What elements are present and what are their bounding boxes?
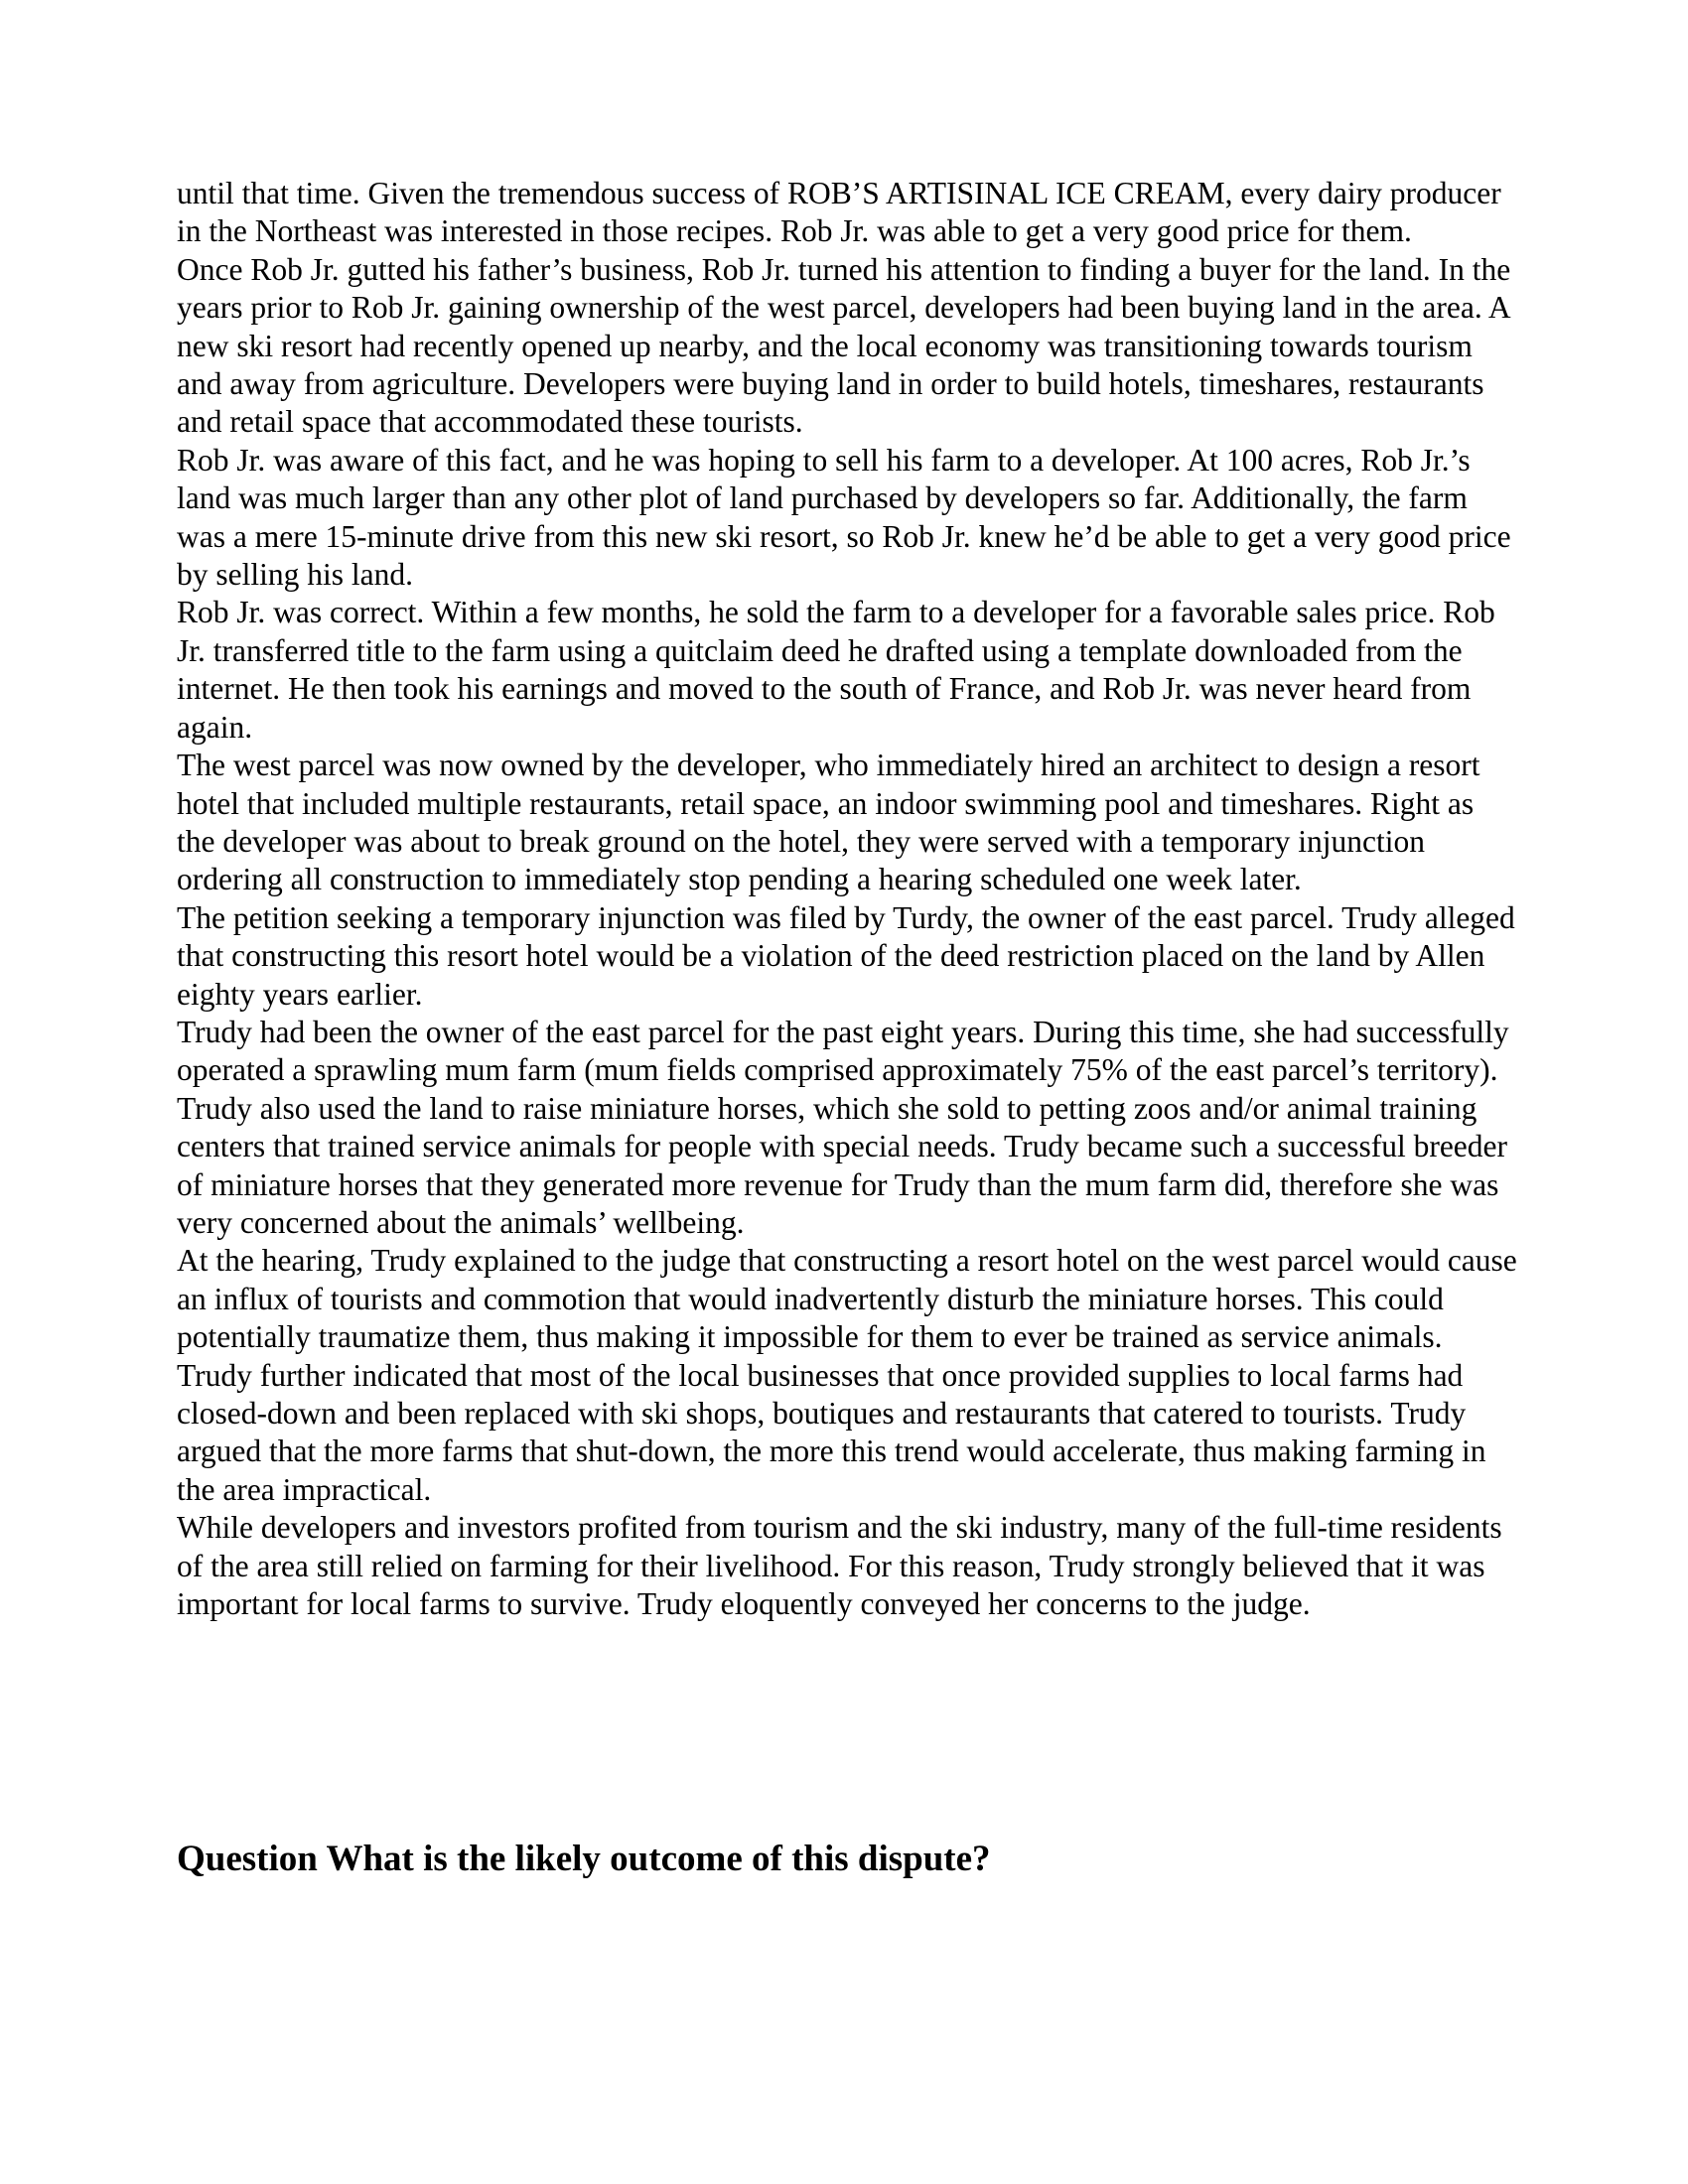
paragraph: The west parcel was now owned by the developer, who immediately hired an architect to design a resort hotel that included multiple restaurants, retail space, an indoor swimming pool and timeshares. Right as the developer was about to break ground on the hotel, they were served with a temporary injunction ordering all construction to immediately stop pending a hearing scheduled one week later.: [177, 748, 1480, 897]
body-text: [177, 175, 1517, 1623]
paragraph: Trudy further indicated that most of the local businesses that once provided supplies to local farms had closed-down and been replaced with ski shops, boutiques and restaurants that catered to tourists. Trudy argued that the more farms that shut-down, the more this trend would accelerate, thus making farming in the area impractical.: [177, 1357, 1486, 1507]
paragraph: Once Rob Jr. gutted his father’s business, Rob Jr. turned his attention to finding a buyer for the land. In the years prior to Rob Jr. gaining ownership of the west parcel, developers had been buying land in the area. A new ski resort had recently opened up nearby, and the local economy was transitioning towards tourism and away from agriculture. Developers were buying land in order to build hotels, timeshares, restaurants and retail space that accommodated these tourists.: [177, 251, 1511, 440]
paragraph: While developers and investors profited from tourism and the ski industry, many of the full-time residents of the area still relied on farming for their livelihood. For this reason, Trudy strongly believed that it was important for local farms to survive. Trudy eloquently conveyed her concerns to the judge.: [177, 1510, 1502, 1622]
paragraph: until that time. Given the tremendous success of ROB’S ARTISINAL ICE CREAM, every dairy producer in the Northeast was interested in those recipes. Rob Jr. was able to get a very good price for them.: [177, 176, 1501, 249]
paragraph: At the hearing, Trudy explained to the judge that constructing a resort hotel on the west parcel would cause an influx of tourists and commotion that would inadvertently disturb the miniature horses. This could potentially traumatize them, thus making it impossible for them to ever be trained as service animals.: [177, 1243, 1517, 1355]
paragraph: Rob Jr. was aware of this fact, and he was hoping to sell his farm to a developer. At 100 acres, Rob Jr.’s land was much larger than any other plot of land purchased by developers so far. Additionally, the farm was a mere 15-minute drive from this new ski resort, so Rob Jr. knew he’d be able to get a very good price by selling his land.: [177, 442, 1511, 593]
paragraph: Rob Jr. was correct. Within a few months, he sold the farm to a developer for a favorable sales price. Rob Jr. transferred title to the farm using a quitclaim deed he drafted using a template downloaded from the internet. He then took his earnings and moved to the south of France, and Rob Jr. was never heard from again.: [177, 595, 1495, 745]
paragraph: The petition seeking a temporary injunction was filed by Turdy, the owner of the east parcel. Trudy alleged that constructing this resort hotel would be a violation of the deed restriction placed on the land by Allen eighty years earlier.: [177, 899, 1515, 1012]
paragraph: Trudy had been the owner of the east parcel for the past eight years. During this time, she had successfully operated a sprawling mum farm (mum fields comprised approximately 75% of the east parcel’s territory). Trudy also used the land to raise miniature horses, which she sold to petting zoos and/or animal training centers that trained service animals for people with special needs. Trudy became such a successful breeder of miniature horses that they generated more revenue for Trudy than the mum farm did, therefore she was very concerned about the animals’ wellbeing.: [177, 1014, 1509, 1240]
question-heading: Question What is the likely outcome of this dispute?: [177, 1839, 991, 1879]
